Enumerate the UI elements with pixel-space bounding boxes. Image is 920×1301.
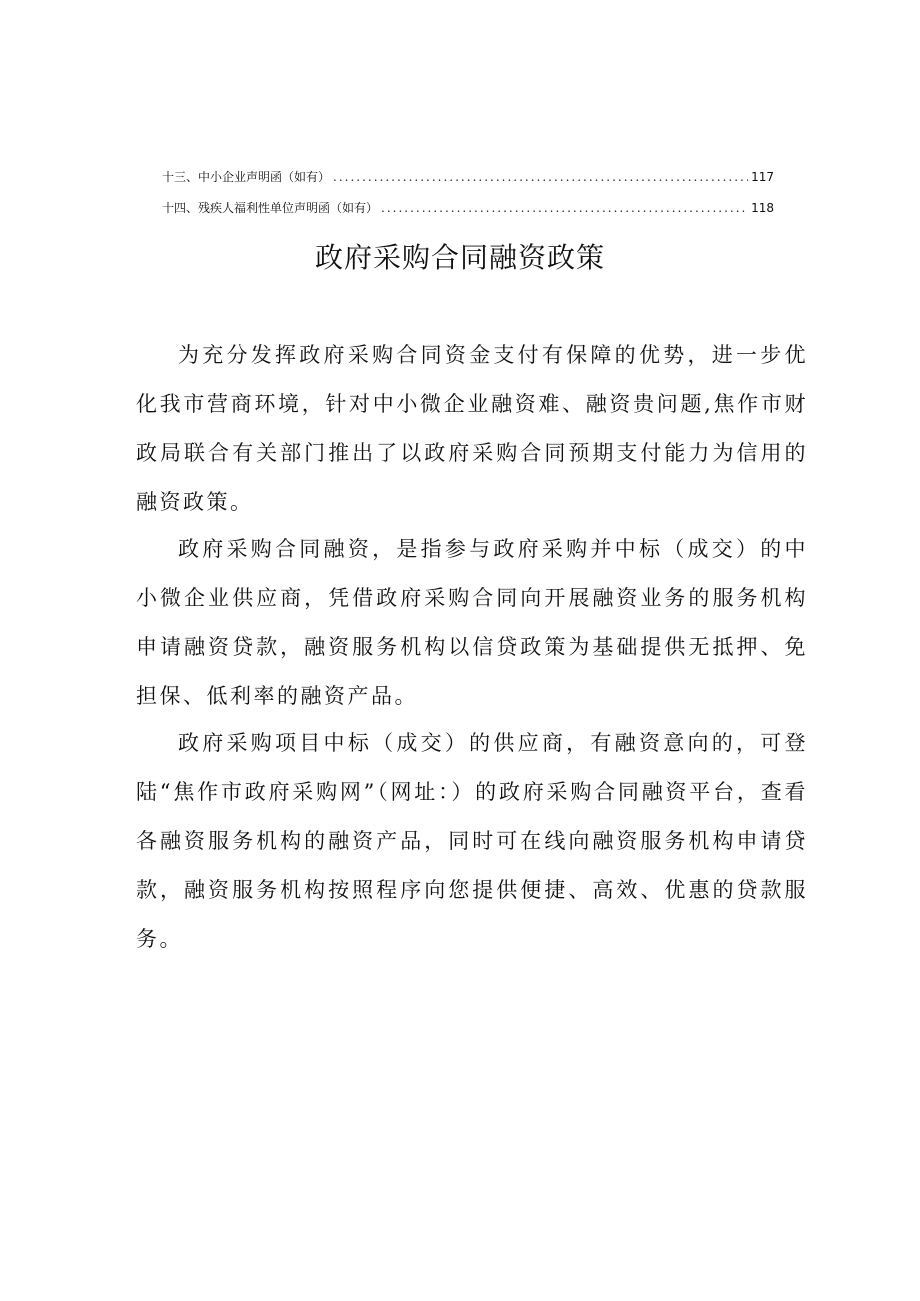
paragraph: 政府采购合同融资，是指参与政府采购并中标（成交）的中小微企业供应商，凭借政府采购合同向开展融资业务的服务机构申请融资贷款，融资服务机构以信贷政策为基础提供无抵押、免担保、低利率的融资产品。 <box>136 537 808 708</box>
table-of-contents <box>162 168 774 230</box>
paragraph: 政府采购项目中标（成交）的供应商，有融资意向的，可登陆“焦作市政府采购网”（网址：）的政府采购合同融资平台，查看各融资服务机构的融资产品，同时可在线向融资服务机构申请贷款，融资服务机构按照程序向您提供便捷、高效、优惠的贷款服务。 <box>136 731 808 951</box>
toc-leader-dots <box>333 170 748 184</box>
toc-entry[interactable] <box>162 168 774 199</box>
toc-entry-label: 十三、中小企业声明函（如有） <box>162 170 331 184</box>
document-body <box>136 331 808 962</box>
toc-entry-label: 十四、残疾人福利性单位声明函（如有） <box>162 201 379 215</box>
document-title: 政府采购合同融资政策 <box>314 241 605 274</box>
toc-entry-page: 117 <box>751 170 774 184</box>
toc-entry-page: 118 <box>751 201 774 215</box>
toc-entry[interactable] <box>162 199 774 230</box>
toc-leader-dots <box>381 201 748 215</box>
paragraph: 为充分发挥政府采购合同资金支付有保障的优势，进一步优化我市营商环境，针对中小微企业融资难、融资贵问题,焦作市财政局联合有关部门推出了以政府采购合同预期支付能力为信用的融资政策。 <box>136 343 808 514</box>
